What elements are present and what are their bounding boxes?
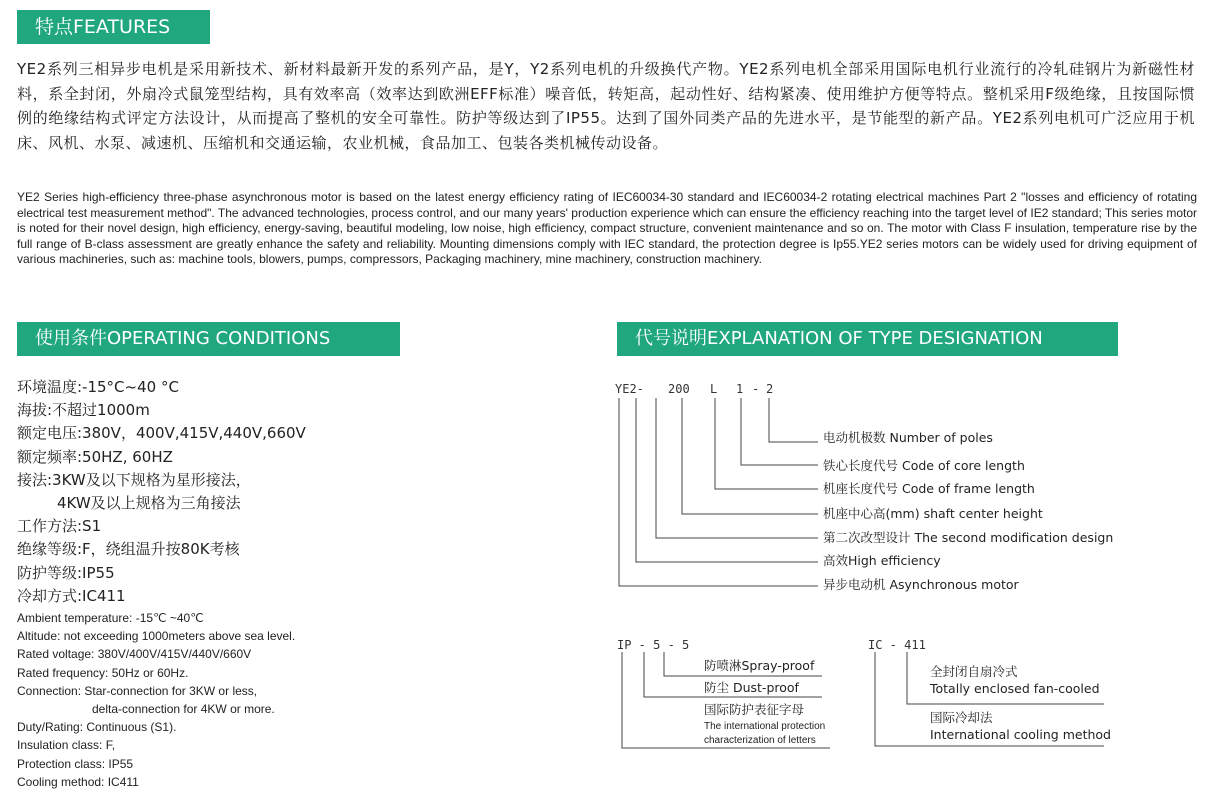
condition-item: 额定频率:50HZ, 60HZ (17, 447, 173, 466)
leader-core-length (741, 398, 818, 465)
code-part-2: 2 (766, 382, 774, 396)
code-part-dash: - (752, 382, 760, 396)
features-text-zh: YE2系列三相异步电机是采用新技术、新材料最新开发的系列产品，是Y，Y2系列电机的升级换代产物。YE2系列电机全部采用国际电机行业流行的冷轧硅钢片为新磁性材料，系全封闭，外扇冷式鼠笼型结构，具有效率高（效率达到欧洲EFF标准）噪音低，转矩高，起动性好、结构紧凑、使用维护方便等特点。整机采用F级绝缘，且按国际惯例的绝缘结构式评定方法设计，从而提高了整机的安全可靠性。防护等级达到了IP55。达到了国外同类产品的先进水平，是节能型的新产品。YE2系列电机可广泛应用于机床、风机、水泵、减速机、压缩机和交通运输，农业机械，食品加工、包装各类机械传动设备。 (17, 60, 1195, 152)
label-modification: 第二次改型设计 The second modification design (823, 530, 1114, 545)
condition-item: 接法:3KW及以下规格为星形接法， (17, 470, 251, 489)
condition-item: 工作方法:S1 (17, 517, 102, 536)
label-cooling-method-zh: 国际冷却法 (930, 710, 993, 725)
label-protection-sub-1: The international protection (704, 721, 826, 732)
code-part-1: 1 (736, 382, 744, 396)
label-high-efficiency: 高效High efficiency (823, 553, 941, 568)
condition-item: delta-connection for 4KW or more. (92, 701, 275, 716)
condition-item: Rated frequency: 50Hz or 60Hz. (17, 665, 189, 680)
leader-asynchronous (619, 398, 818, 586)
code-part-ye2: YE2- (615, 382, 644, 396)
condition-item: 4KW及以上规格为三角接法 (57, 493, 241, 512)
condition-item: Insulation class: F, (17, 738, 116, 753)
code-part-l: L (710, 382, 718, 396)
label-protection-letters: 国际防护表征字母 (704, 702, 805, 717)
condition-item: 绝缘等级:F，绕组温升按80K考核 (17, 540, 240, 559)
leader-frame-length (715, 398, 818, 489)
label-poles: 电动机极数 Number of poles (823, 430, 993, 445)
leader-center-height (682, 398, 818, 514)
label-cooling-method-en: International cooling method (930, 727, 1111, 742)
condition-item: Altitude: not exceeding 1000meters above sea level. (17, 629, 296, 644)
condition-item: Connection: Star-connection for 3KW or less, (17, 683, 258, 698)
condition-item: 防护等级:IP55 (17, 563, 115, 582)
condition-item: Protection class: IP55 (17, 756, 134, 771)
condition-item: 环境温度:-15°C~40 °C (17, 378, 179, 396)
label-fan-cooled-en: Totally enclosed fan-cooled (930, 681, 1100, 696)
label-protection-sub-2: characterization of letters (704, 735, 816, 746)
leader-modification (656, 398, 818, 538)
label-asynchronous: 异步电动机 Asynchronous motor (823, 577, 1019, 592)
condition-item: Cooling method: IC411 (17, 774, 139, 789)
ic-code: IC - 411 (868, 638, 926, 652)
features-header: 特点FEATURES (17, 10, 210, 44)
features-text-en: YE2 Series high-efficiency three-phase asynchronous motor is based on the latest energy efficiency rating of IEC60034-30 standard and IEC60034-2 rotating electrical machines Part 2 "losses and efficiency of rotating electrical test measurement method". The advanced technologies, process control, and our many years' production experience which can ensure the efficiency reaching into the target level of IE2 standard; This series motor is noted for their novel design, high efficiency, energy-saving, beautiful modeling, low noise, high efficiency, compact structure, convenient maintenance and so on. The motor with Class F insulation, temperature rise by the full range of B-class assessment are greatly enhance the safety and reliability. Mounting dimensions comply with IEC standard, the protection degree is Ip55.YE2 series motors can be widely used for driving equipment of various machineries, such as: machine tools, blowers, pumps, compressors, Packaging machinery, mine machinery, construction machinery. (17, 190, 1197, 266)
condition-item: 海拔:不超过1000m (17, 401, 150, 420)
condition-item: 冷却方式:IC411 (17, 586, 126, 605)
label-fan-cooled-zh: 全封闭自扇冷式 (930, 664, 1018, 679)
condition-item: Duty/Rating: Continuous (S1). (17, 720, 177, 735)
leader-high-efficiency (636, 398, 818, 562)
condition-item: 额定电压:380V，400V,415V,440V,660V (17, 424, 306, 443)
condition-item: Ambient temperature: -15℃ ~40℃ (17, 611, 204, 625)
label-core-length: 铁心长度代号 Code of core length (823, 458, 1025, 473)
label-dust-proof: 防尘 Dust-proof (704, 680, 799, 695)
designation-header: 代号说明EXPLANATION OF TYPE DESIGNATION (617, 322, 1118, 356)
label-center-height: 机座中心高(mm) shaft center height (823, 506, 1043, 521)
ip-code: IP - 5 - 5 (617, 638, 690, 652)
label-spray-proof: 防喷淋Spray-proof (704, 658, 815, 673)
label-frame-length: 机座长度代号 Code of frame length (823, 481, 1035, 496)
conditions-header: 使用条件OPERATING CONDITIONS (17, 322, 400, 356)
leader-poles (769, 398, 818, 442)
condition-item: Rated voltage: 380V/400V/415V/440V/660V (17, 647, 252, 662)
code-part-200: 200 (668, 382, 690, 396)
